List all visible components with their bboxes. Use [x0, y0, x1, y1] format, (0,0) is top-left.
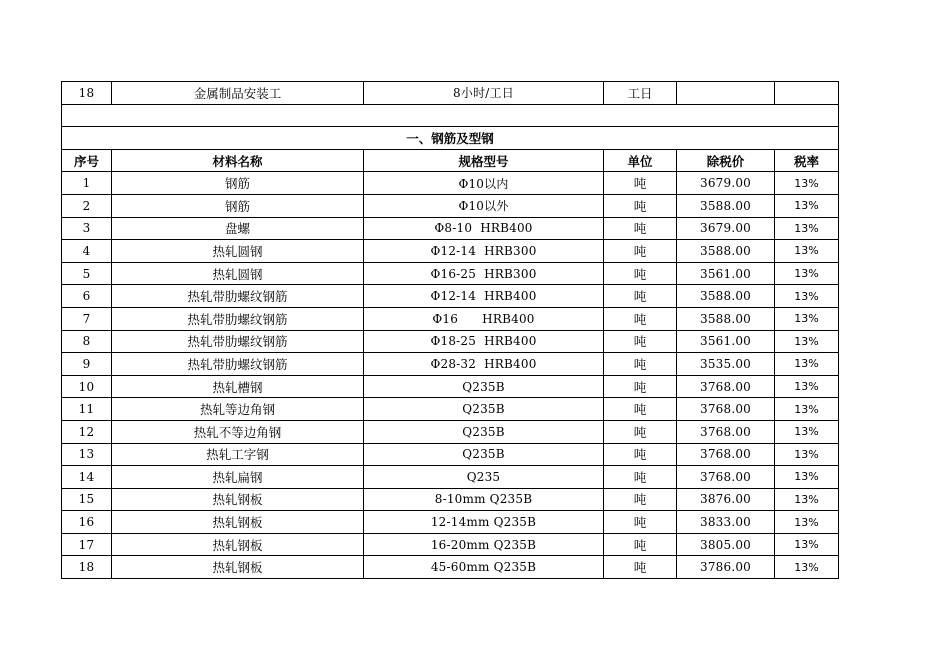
row-name: 热轧等边角钢 — [112, 398, 364, 421]
table-row — [62, 217, 839, 240]
top-row-name: 金属制品安装工 — [112, 82, 364, 105]
row-tax: 13% — [775, 172, 839, 195]
row-spec: Φ10以外 — [364, 194, 604, 217]
row-no: 2 — [62, 194, 112, 217]
row-price: 3768.00 — [677, 443, 775, 466]
row-name: 热轧带肋螺纹钢筋 — [112, 353, 364, 376]
row-tax: 13% — [775, 307, 839, 330]
row-name: 热轧带肋螺纹钢筋 — [112, 330, 364, 353]
row-price: 3768.00 — [677, 375, 775, 398]
table-row — [62, 533, 839, 556]
table-row — [62, 240, 839, 263]
row-tax: 13% — [775, 443, 839, 466]
row-price: 3561.00 — [677, 330, 775, 353]
row-price: 3805.00 — [677, 533, 775, 556]
row-no: 13 — [62, 443, 112, 466]
row-tax: 13% — [775, 533, 839, 556]
row-no: 1 — [62, 172, 112, 195]
row-tax: 13% — [775, 511, 839, 534]
row-unit: 吨 — [604, 353, 677, 376]
top-row-spec: 8小时/工日 — [364, 82, 604, 105]
row-spec: Φ8-10 HRB400 — [364, 217, 604, 240]
row-price: 3876.00 — [677, 488, 775, 511]
top-row-unit: 工日 — [604, 82, 677, 105]
row-name: 热轧圆钢 — [112, 240, 364, 263]
row-tax: 13% — [775, 488, 839, 511]
row-spec: Φ12-14 HRB400 — [364, 285, 604, 308]
row-tax: 13% — [775, 398, 839, 421]
top-row — [62, 82, 839, 105]
row-no: 18 — [62, 556, 112, 579]
row-tax: 13% — [775, 285, 839, 308]
row-tax: 13% — [775, 262, 839, 285]
row-name: 热轧带肋螺纹钢筋 — [112, 285, 364, 308]
row-tax: 13% — [775, 330, 839, 353]
row-no: 17 — [62, 533, 112, 556]
section-title-row — [62, 127, 839, 150]
row-price: 3588.00 — [677, 307, 775, 330]
table-row — [62, 375, 839, 398]
row-tax: 13% — [775, 375, 839, 398]
header-unit: 单位 — [604, 149, 677, 172]
row-price: 3588.00 — [677, 194, 775, 217]
row-unit: 吨 — [604, 488, 677, 511]
row-unit: 吨 — [604, 533, 677, 556]
row-no: 7 — [62, 307, 112, 330]
row-tax: 13% — [775, 217, 839, 240]
row-no: 9 — [62, 353, 112, 376]
row-spec: Q235 — [364, 466, 604, 489]
row-no: 5 — [62, 262, 112, 285]
row-unit: 吨 — [604, 511, 677, 534]
row-tax: 13% — [775, 466, 839, 489]
row-price: 3679.00 — [677, 217, 775, 240]
row-name: 热轧钢板 — [112, 488, 364, 511]
table-row — [62, 398, 839, 421]
header-price: 除税价 — [677, 149, 775, 172]
row-unit: 吨 — [604, 217, 677, 240]
top-row-price — [677, 82, 775, 105]
row-no: 4 — [62, 240, 112, 263]
header-name: 材料名称 — [112, 149, 364, 172]
row-spec: Q235B — [364, 398, 604, 421]
row-no: 6 — [62, 285, 112, 308]
row-price: 3833.00 — [677, 511, 775, 534]
table-row — [62, 420, 839, 443]
table-row — [62, 353, 839, 376]
row-price: 3535.00 — [677, 353, 775, 376]
header-no: 序号 — [62, 149, 112, 172]
row-spec: Q235B — [364, 375, 604, 398]
row-tax: 13% — [775, 353, 839, 376]
row-spec: Φ28-32 HRB400 — [364, 353, 604, 376]
row-tax: 13% — [775, 194, 839, 217]
row-price: 3768.00 — [677, 466, 775, 489]
row-tax: 13% — [775, 556, 839, 579]
row-unit: 吨 — [604, 556, 677, 579]
row-no: 14 — [62, 466, 112, 489]
row-unit: 吨 — [604, 466, 677, 489]
row-name: 钢筋 — [112, 194, 364, 217]
row-name: 热轧钢板 — [112, 511, 364, 534]
row-spec: Φ16-25 HRB300 — [364, 262, 604, 285]
row-spec: Q235B — [364, 420, 604, 443]
table-row — [62, 307, 839, 330]
row-unit: 吨 — [604, 194, 677, 217]
row-no: 11 — [62, 398, 112, 421]
row-spec: 12-14mm Q235B — [364, 511, 604, 534]
row-price: 3588.00 — [677, 240, 775, 263]
table-row — [62, 466, 839, 489]
row-unit: 吨 — [604, 420, 677, 443]
header-row — [62, 149, 839, 172]
row-no: 10 — [62, 375, 112, 398]
row-no: 15 — [62, 488, 112, 511]
row-no: 12 — [62, 420, 112, 443]
row-name: 热轧钢板 — [112, 533, 364, 556]
table-row — [62, 194, 839, 217]
table-row — [62, 285, 839, 308]
row-unit: 吨 — [604, 172, 677, 195]
blank-cell — [62, 104, 839, 127]
row-unit: 吨 — [604, 398, 677, 421]
row-name: 钢筋 — [112, 172, 364, 195]
row-tax: 13% — [775, 420, 839, 443]
row-name: 盘螺 — [112, 217, 364, 240]
table-row — [62, 172, 839, 195]
row-no: 3 — [62, 217, 112, 240]
table-row — [62, 488, 839, 511]
row-spec: 8-10mm Q235B — [364, 488, 604, 511]
price-table — [61, 81, 839, 579]
row-price: 3679.00 — [677, 172, 775, 195]
row-unit: 吨 — [604, 285, 677, 308]
row-unit: 吨 — [604, 330, 677, 353]
top-row-tax — [775, 82, 839, 105]
row-no: 8 — [62, 330, 112, 353]
row-unit: 吨 — [604, 443, 677, 466]
blank-row — [62, 104, 839, 127]
header-tax: 税率 — [775, 149, 839, 172]
table-row — [62, 556, 839, 579]
row-tax: 13% — [775, 240, 839, 263]
table-row — [62, 443, 839, 466]
row-spec: 16-20mm Q235B — [364, 533, 604, 556]
row-name: 热轧扁钢 — [112, 466, 364, 489]
row-price: 3588.00 — [677, 285, 775, 308]
row-name: 热轧槽钢 — [112, 375, 364, 398]
row-unit: 吨 — [604, 262, 677, 285]
row-spec: Q235B — [364, 443, 604, 466]
table-row — [62, 262, 839, 285]
row-spec: Φ16 HRB400 — [364, 307, 604, 330]
row-spec: Φ12-14 HRB300 — [364, 240, 604, 263]
row-spec: Φ18-25 HRB400 — [364, 330, 604, 353]
table-body — [62, 82, 839, 579]
header-spec: 规格型号 — [364, 149, 604, 172]
row-spec: Φ10以内 — [364, 172, 604, 195]
row-price: 3768.00 — [677, 420, 775, 443]
row-name: 热轧圆钢 — [112, 262, 364, 285]
row-price: 3768.00 — [677, 398, 775, 421]
top-row-no: 18 — [62, 82, 112, 105]
row-name: 热轧带肋螺纹钢筋 — [112, 307, 364, 330]
row-name: 热轧工字钢 — [112, 443, 364, 466]
row-spec: 45-60mm Q235B — [364, 556, 604, 579]
row-name: 热轧钢板 — [112, 556, 364, 579]
row-price: 3786.00 — [677, 556, 775, 579]
row-price: 3561.00 — [677, 262, 775, 285]
section-title: 一、钢筋及型钢 — [62, 127, 839, 150]
table-row — [62, 330, 839, 353]
row-name: 热轧不等边角钢 — [112, 420, 364, 443]
row-unit: 吨 — [604, 375, 677, 398]
row-unit: 吨 — [604, 240, 677, 263]
row-unit: 吨 — [604, 307, 677, 330]
row-no: 16 — [62, 511, 112, 534]
table-row — [62, 511, 839, 534]
